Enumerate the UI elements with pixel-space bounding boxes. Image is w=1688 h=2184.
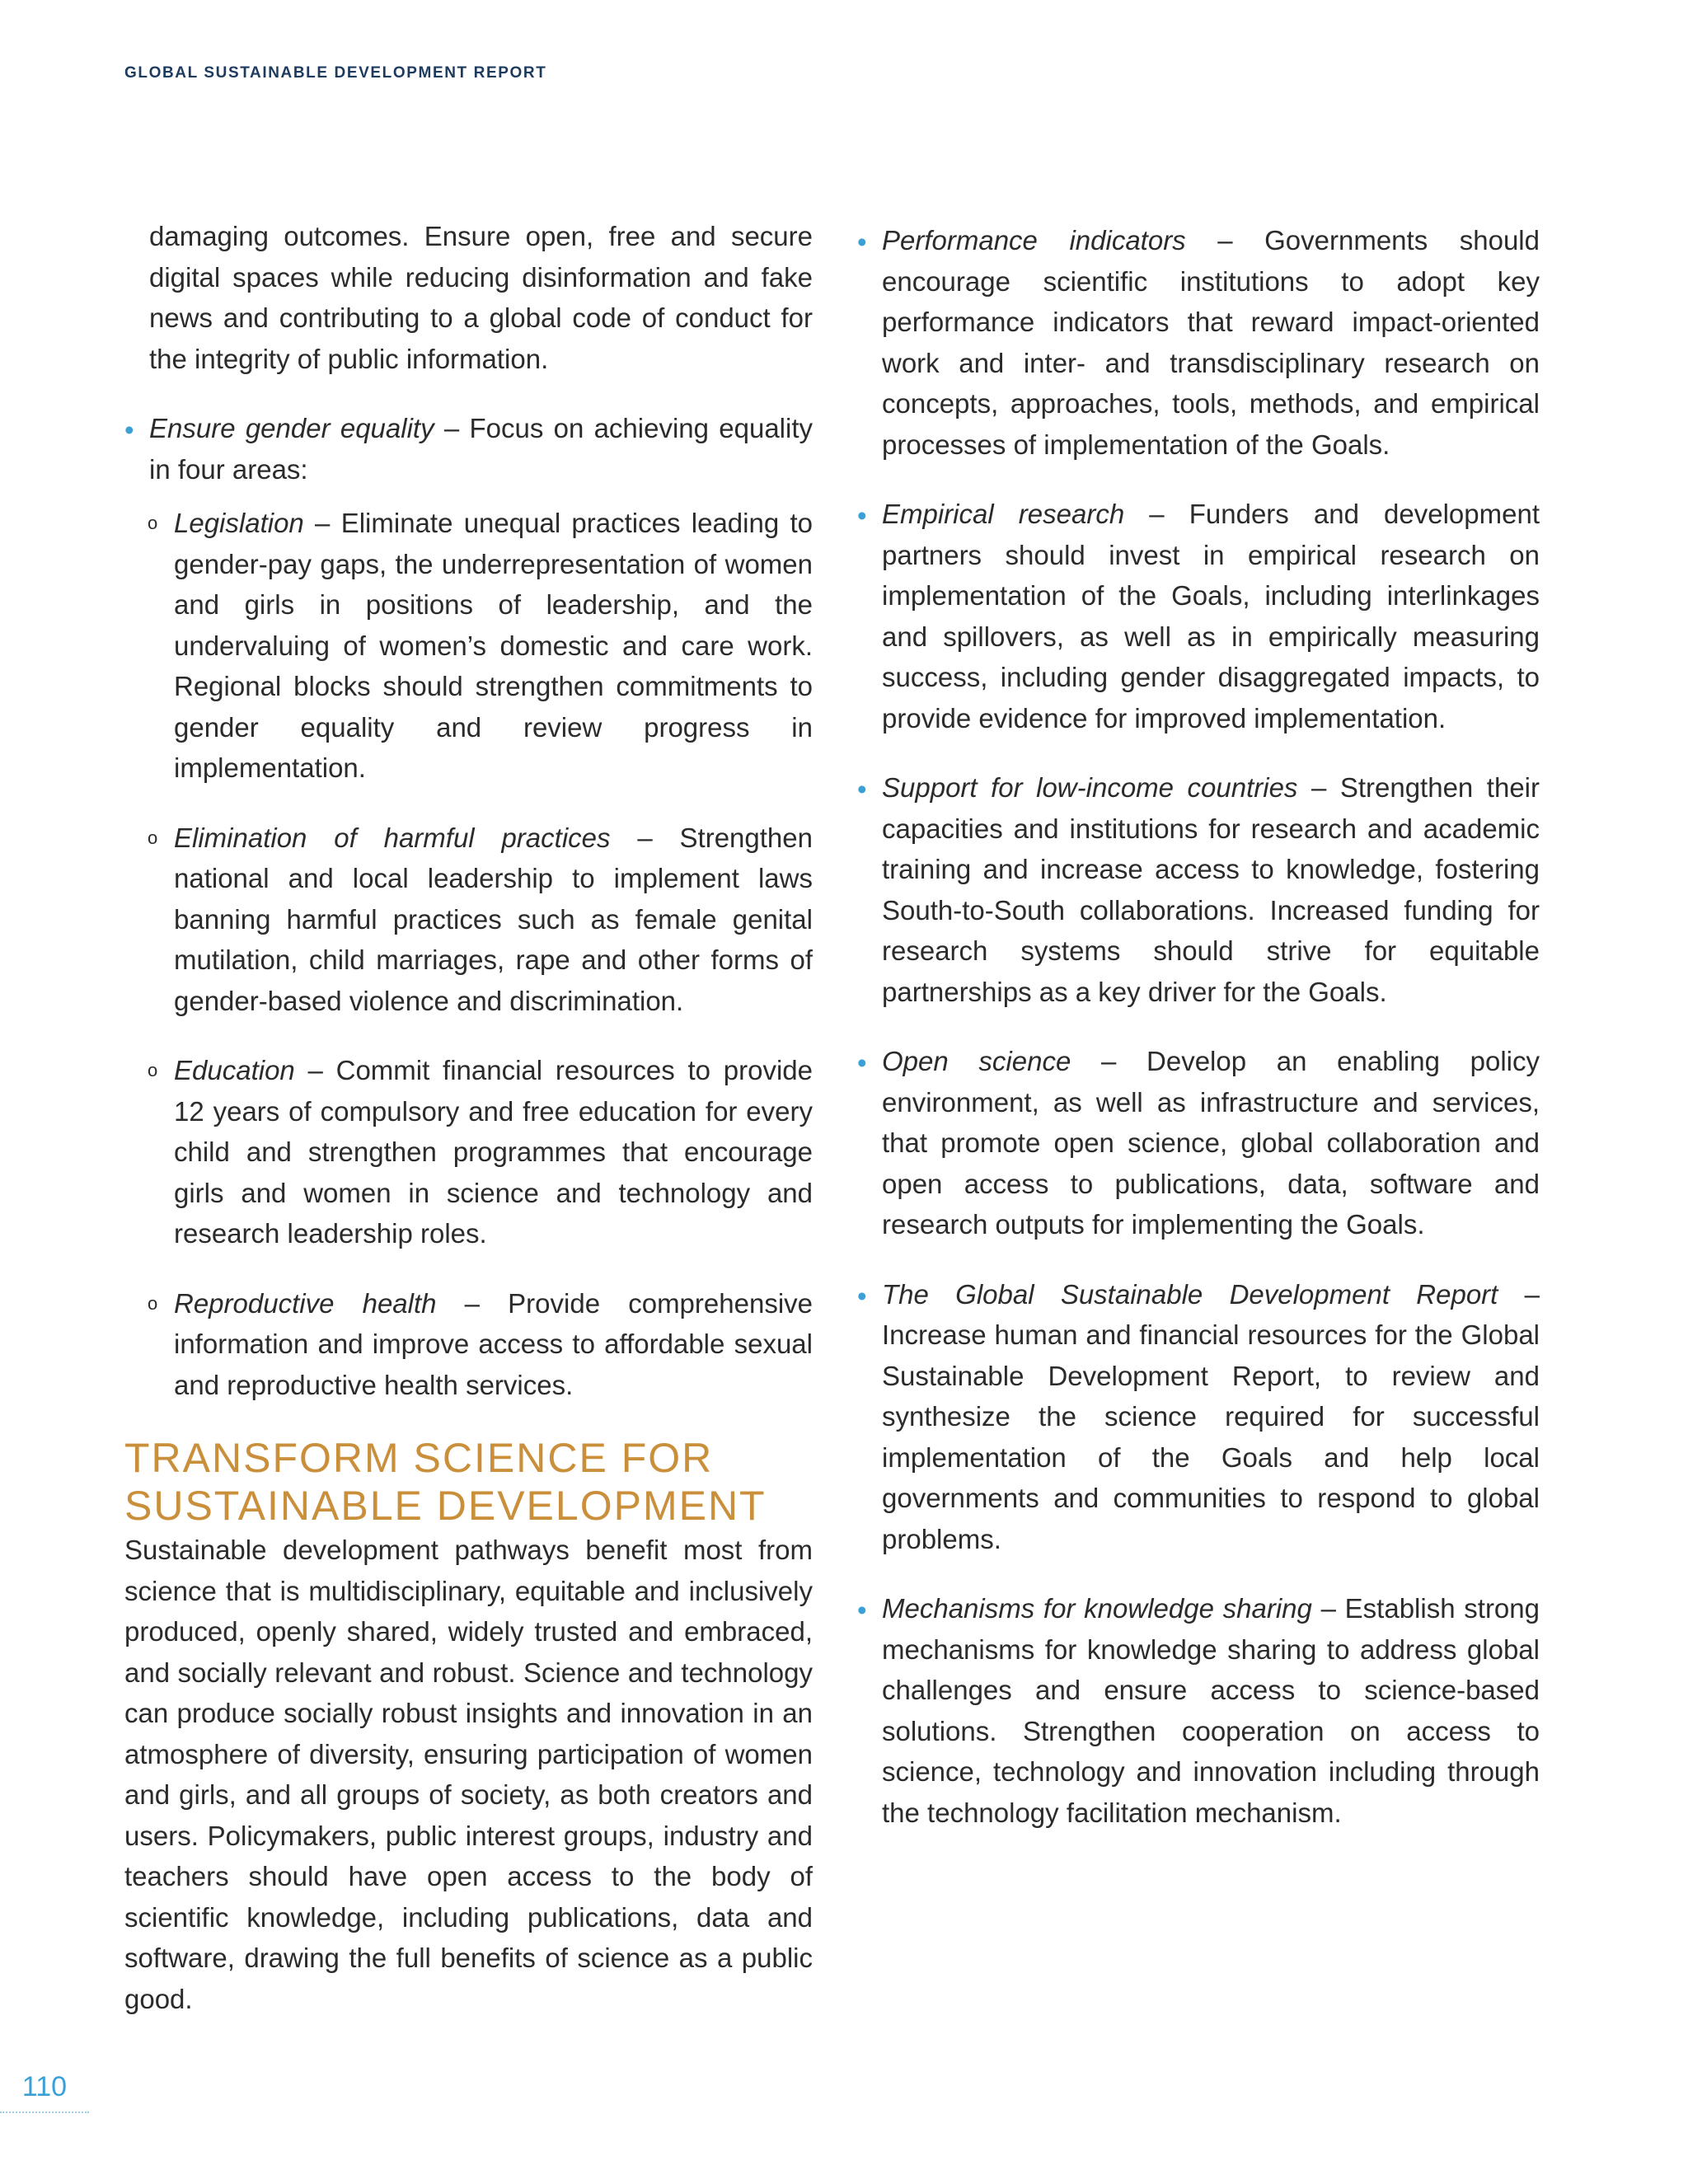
bullet-gsdr bbox=[857, 1274, 1540, 1560]
sub-bullet-legislation bbox=[124, 503, 813, 789]
bullet-dot-icon: • bbox=[857, 774, 867, 804]
bullet-term: Support for low-income countries bbox=[882, 772, 1298, 803]
running-head: GLOBAL SUSTAINABLE DEVELOPMENT REPORT bbox=[124, 64, 547, 82]
bullet-text: – Focus on achieving equality in four areas: bbox=[149, 413, 813, 485]
bullet-term: Performance indicators bbox=[882, 225, 1186, 255]
section-title bbox=[124, 1434, 813, 1530]
sub-bullet-text: – Strengthen national and local leadership to implement laws banning harmful practices such as female genital mutilation, child marriages, rape and other forms of gender-based violence and discrimination. bbox=[174, 822, 813, 1016]
sub-bullet-harmful-practices bbox=[124, 818, 813, 1022]
circle-bullet-icon: o bbox=[148, 513, 158, 533]
bullet-term: The Global Sustainable Development Report bbox=[882, 1278, 1498, 1310]
bullet-term: Open science bbox=[882, 1046, 1071, 1076]
sub-bullet-text: – Provide comprehensive information and improve access to affordable sexual and reproductive health services. bbox=[174, 1287, 813, 1400]
sub-bullet-term: Legislation bbox=[174, 508, 304, 538]
section-title-line-2: SUSTAINABLE DEVELOPMENT bbox=[124, 1483, 767, 1529]
bullet-dot-icon: • bbox=[857, 500, 867, 531]
bullet-low-income-support bbox=[857, 767, 1540, 1012]
bullet-text: – Strengthen their capacities and institutions for research and academic training and increase access to knowledge, fostering South-to-South collaborations. Increased funding for research systems should strive for equitable partnerships as a key driver for the Goals. bbox=[882, 772, 1540, 1007]
sub-bullet-education bbox=[124, 1050, 813, 1254]
bullet-dot-icon: • bbox=[857, 1280, 867, 1311]
bullet-gender-equality bbox=[124, 408, 813, 490]
continuation-paragraph: damaging outcomes. Ensure open, free and secure digital spaces while reducing disinformation and fake news and contributing to a global code of conduct for the integrity of public information. bbox=[149, 221, 813, 374]
bullet-term: Ensure gender equality bbox=[149, 413, 434, 443]
circle-bullet-icon: o bbox=[148, 1292, 158, 1314]
circle-bullet-icon: o bbox=[148, 827, 158, 848]
right-column bbox=[857, 220, 1540, 1862]
bullet-text: – Increase human and financial resources for the Global Sustainable Development Report, to review and synthesize the science required for successful implementation of the Goals and help local governments and communities to respond to global problems. bbox=[882, 1278, 1540, 1554]
bullet-empirical-research bbox=[857, 494, 1540, 738]
bullet-dot-icon: • bbox=[857, 227, 867, 257]
bullet-open-science bbox=[857, 1041, 1540, 1245]
sub-bullet-reproductive-health bbox=[124, 1283, 813, 1406]
sub-bullet-term: Reproductive health bbox=[174, 1287, 437, 1319]
bullet-dot-icon: • bbox=[857, 1047, 867, 1078]
bullet-text: – Governments should encourage scientific institutions to adopt key performance indicators that reward impact-oriented work and inter- and transdisciplinary research on concepts, approaches, tools, methods, and empirical processes of implementation of the Goals. bbox=[882, 225, 1540, 460]
bullet-text: – Establish strong mechanisms for knowledge sharing to address global challenges and ensure access to science-based solutions. Strengthen cooperation on access to science, technology and innovation including through the technology facilitation mechanism. bbox=[882, 1593, 1540, 1828]
sub-bullet-term: Elimination of harmful practices bbox=[174, 822, 611, 853]
sub-bullet-text: – Eliminate unequal practices leading to gender-pay gaps, the underrepresentation of women and girls in positions of leadership, and the undervaluing of women’s domestic and care work. Regional blocks should strengthen commitments to gender equality and review progress in implementation. bbox=[174, 508, 813, 783]
page-number: 110 bbox=[0, 2071, 89, 2113]
section-title-line-1: TRANSFORM SCIENCE FOR bbox=[124, 1435, 714, 1481]
sub-bullet-term: Education bbox=[174, 1055, 295, 1085]
bullet-dot-icon: • bbox=[124, 415, 134, 445]
bullet-term: Empirical research bbox=[882, 499, 1125, 529]
bullet-text: – Funders and development partners should invest in empirical research on implementation of the Goals, including interlinkages and spillovers, as well as in empirically measuring success, including gender disaggregated impacts, to provide evidence for improved implementation. bbox=[882, 499, 1540, 733]
left-column bbox=[124, 216, 813, 2019]
bullet-dot-icon: • bbox=[857, 1595, 867, 1625]
sub-bullet-text: – Commit financial resources to provide 12 years of compulsory and free education for every child and strengthen programmes that encourage girls and women in science and technology and research leadership roles. bbox=[174, 1055, 813, 1249]
bullet-performance-indicators bbox=[857, 220, 1540, 465]
circle-bullet-icon: o bbox=[148, 1060, 158, 1080]
bullet-text: – Develop an enabling policy environment, as well as infrastructure and services, that promote open science, global collaboration and open access to publications, data, software and research outputs for implementing the Goals. bbox=[882, 1046, 1540, 1240]
bullet-knowledge-sharing bbox=[857, 1588, 1540, 1833]
section-body: Sustainable development pathways benefit most from science that is multidisciplinary, equitable and inclusively produced, openly shared, widely trusted and embraced, and socially relevant and robust. Science and technology can produce socially robust insights and innovation in an atmosphere of diversity, ensuring participation of women and girls, and all groups of society, as both creators and users. Policymakers, public interest groups, industry and teachers should have open access to the body of scientific knowledge, including publications, data and software, drawing the full benefits of science as a public good. bbox=[124, 1535, 813, 2014]
bullet-term: Mechanisms for knowledge sharing bbox=[882, 1593, 1312, 1624]
